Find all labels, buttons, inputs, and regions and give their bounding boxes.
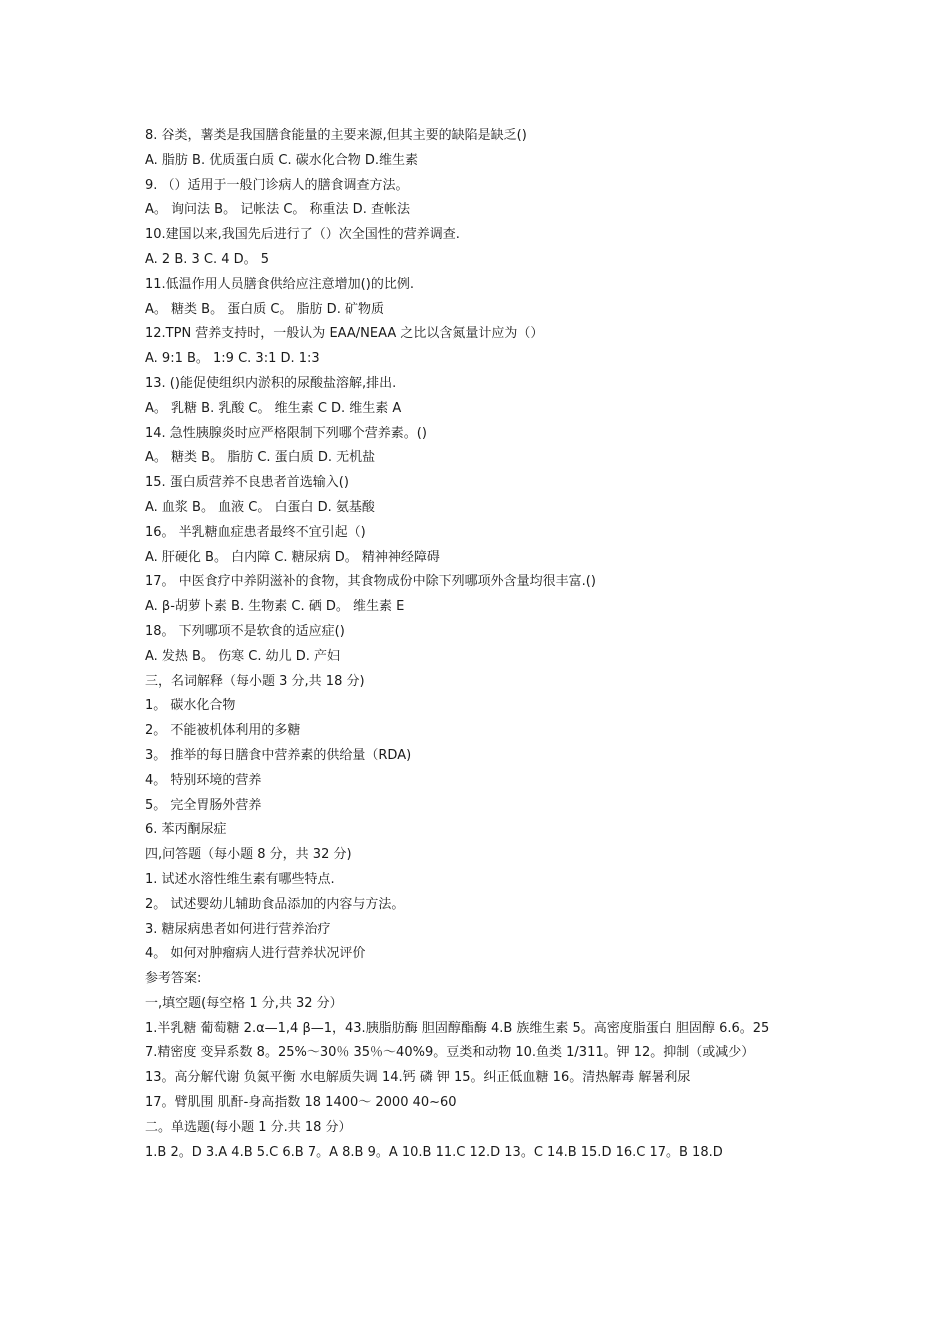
question-13-options: A。 乳糖 B. 乳酸 C。 维生素 C D. 维生素 A (145, 400, 402, 416)
question-15-options: A. 血浆 B。 血液 C。 白蛋白 D. 氨基酸 (145, 499, 375, 515)
question-14-options: A。 糖类 B。 脂肪 C. 蛋白质 D. 无机盐 (145, 450, 376, 466)
answers-fill-heading: 一,填空题(每空格 1 分,共 32 分） (145, 995, 343, 1011)
question-8-options: A. 脂肪 B. 优质蛋白质 C. 碳水化合物 D.维生素 (145, 152, 418, 168)
section-heading-terms: 三，名词解释（每小题 3 分,共 18 分) (145, 673, 365, 689)
question-13: 13. ()能促使组织内淤积的尿酸盐溶解,排出. (145, 375, 397, 391)
question-10-options: A. 2 B. 3 C. 4 D。 5 (145, 251, 270, 267)
question-14: 14. 急性胰腺炎时应严格限制下列哪个营养素。() (145, 425, 427, 441)
document-body (145, 124, 815, 1165)
qa-2: 2。 试述婴幼儿辅助食品添加的内容与方法。 (145, 896, 405, 912)
qa-3: 3. 糖尿病患者如何进行营养治疗 (145, 921, 331, 937)
qa-1: 1. 试述水溶性维生素有哪些特点. (145, 871, 335, 887)
answers-fill-1: 1.半乳糖 葡萄糖 2.α—1,4 β—1，43.胰脂肪酶 胆固醇酯酶 4.B 族维生素 5。高密度脂蛋白 胆固醇 6.6。25 (145, 1020, 770, 1036)
question-18: 18。 下列哪项不是软食的适应症() (145, 623, 345, 639)
term-3: 3。 推举的每日膳食中营养素的供给量（RDA) (145, 747, 412, 763)
answers-single-heading: 二。单选题(每小题 1 分.共 18 分） (145, 1119, 352, 1135)
question-11: 11.低温作用人员膳食供给应注意增加()的比例. (145, 276, 414, 292)
question-16-options: A. 肝硬化 B。 白内障 C. 糖尿病 D。 精神神经障碍 (145, 549, 440, 565)
term-1: 1。 碳水化合物 (145, 698, 236, 714)
question-12-options: A. 9:1 B。 1:9 C. 3:1 D. 1:3 (145, 351, 320, 367)
question-10: 10.建国以来,我国先后进行了（）次全国性的营养调查. (145, 227, 460, 243)
term-4: 4。 特别环境的营养 (145, 772, 262, 788)
question-9-options: A。 询问法 B。 记帐法 C。 称重法 D. 查帐法 (145, 202, 410, 218)
question-17-options: A. β-胡萝卜素 B. 生物素 C. 硒 D。 维生素 E (145, 599, 405, 615)
term-5: 5。 完全胃肠外营养 (145, 797, 262, 813)
answers-fill-17: 17。臂肌围 肌酐-身高指数 18 1400～ 2000 40~60 (145, 1095, 457, 1111)
qa-4: 4。 如何对肿瘤病人进行营养状况评价 (145, 946, 366, 962)
term-2: 2。 不能被机体利用的多糖 (145, 723, 301, 739)
section-heading-qa: 四,问答题（每小题 8 分，共 32 分) (145, 847, 352, 863)
question-15: 15. 蛋白质营养不良患者首选输入() (145, 475, 349, 491)
term-6: 6. 苯丙酮尿症 (145, 822, 227, 838)
question-18-options: A. 发热 B。 伤寒 C. 幼儿 D. 产妇 (145, 648, 340, 664)
answers-single: 1.B 2。D 3.A 4.B 5.C 6.B 7。A 8.B 9。A 10.B 11.C 12.D 13。C 14.B 15.D 16.C 17。B 18.D (145, 1144, 723, 1160)
answers-heading: 参考答案: (145, 971, 202, 987)
question-9: 9. （）适用于一般门诊病人的膳食调查方法。 (145, 177, 409, 193)
question-17: 17。 中医食疗中养阴滋补的食物，其食物成份中除下列哪项外含量均很丰富.() (145, 574, 596, 590)
question-12: 12.TPN 营养支持时，一般认为 EAA/NEAA 之比以含氮量计应为（） (145, 326, 544, 342)
question-8: 8. 谷类，薯类是我国膳食能量的主要来源,但其主要的缺陷是缺乏() (145, 128, 527, 143)
answers-fill-13: 13。高分解代谢 负氮平衡 水电解质失调 14.钙 磷 钾 15。纠正低血糖 16。清热解毒 解暑利尿 (145, 1070, 691, 1086)
question-11-options: A。 糖类 B。 蛋白质 C。 脂肪 D. 矿物质 (145, 301, 384, 317)
question-16: 16。 半乳糖血症患者最终不宜引起（) (145, 524, 366, 540)
answers-fill-7: 7.精密度 变异系数 8。25%～30％ 35％～40%9。豆类和动物 10.鱼类 1/311。钾 12。抑制（或减少） (145, 1045, 755, 1061)
